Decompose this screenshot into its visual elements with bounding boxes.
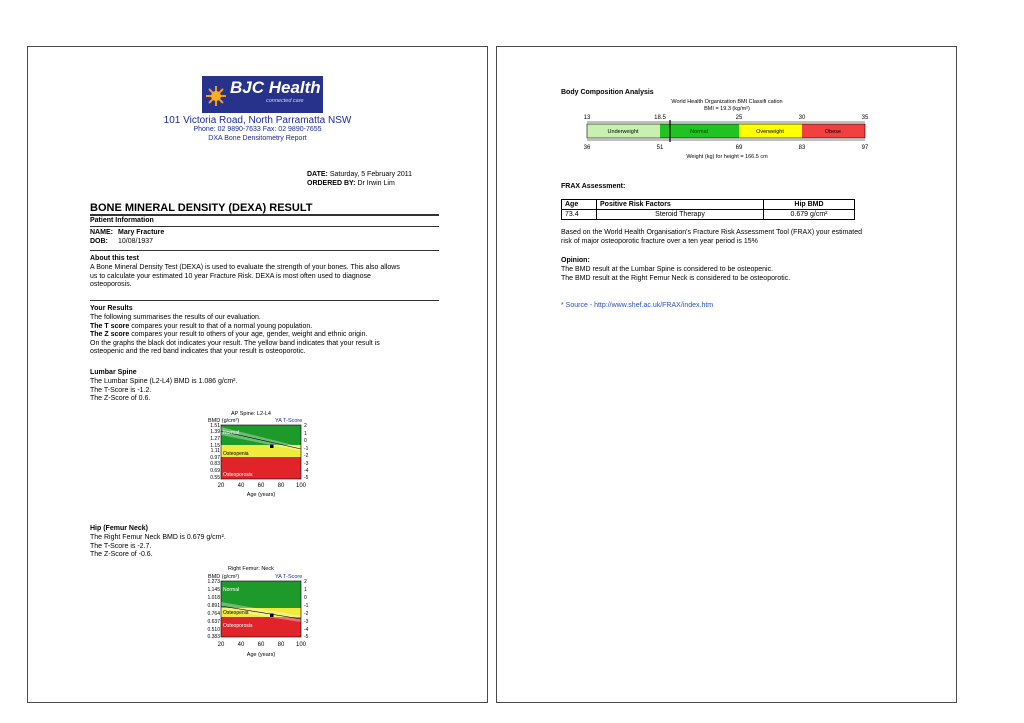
svg-text:0.383: 0.383: [207, 634, 220, 640]
clinic-phone: Phone: 02 9890-7633 Fax: 02 9890-7655: [193, 126, 322, 133]
svg-text:Normal: Normal: [223, 430, 240, 436]
spine-xlabel: Age (years): [246, 492, 276, 498]
svg-text:-5: -5: [304, 475, 309, 481]
svg-text:80: 80: [277, 642, 285, 648]
svg-text:-2: -2: [304, 611, 309, 617]
hip-normal-band: [221, 581, 301, 608]
svg-text:0.891: 0.891: [207, 603, 220, 609]
svg-text:1: 1: [304, 587, 307, 593]
spine-right-label: YA T-Score: [275, 418, 303, 424]
ordered-by: ORDERED BY: Dr Irwin Lim: [307, 180, 395, 187]
svg-text:2: 2: [304, 423, 307, 429]
hip-left-label: BMD (g/cm²): [208, 574, 240, 580]
svg-text:1.15: 1.15: [210, 443, 220, 449]
opinion-text: The BMD result at the Lumbar Spine is considered to be osteopenic. The BMD result at the Right Femur Neck is considered to be osteoporotic.: [561, 266, 791, 282]
spine-bmd-ticks: [210, 423, 220, 481]
svg-text:0.764: 0.764: [207, 611, 220, 617]
opinion-heading: Opinion:: [561, 257, 590, 264]
report-name: DXA Bone Densitometry Report: [208, 135, 307, 142]
svg-text:83: 83: [798, 145, 806, 151]
svg-text:Normal: Normal: [223, 587, 240, 593]
svg-text:20: 20: [217, 483, 225, 489]
svg-text:-4: -4: [304, 468, 309, 474]
svg-text:1.145: 1.145: [207, 587, 220, 593]
clinic-address: 101 Victoria Road, North Parramatta NSW: [163, 115, 352, 126]
logo-tagline: connected care: [266, 98, 304, 104]
frax-table: [561, 199, 855, 220]
body-comp-heading: Body Composition Analysis: [561, 89, 654, 96]
svg-text:20: 20: [217, 642, 225, 648]
svg-text:0: 0: [304, 438, 307, 444]
results-text: The following summarises the results of our evaluation. The T score compares your result to that of a normal young population. The Z score compares your result to others of your age, gender, weight and ethnic origin. On the graphs the black dot indicates your result. The yellow band indicates that your result is osteopenic and the red band indicates that your result is osteoporotic.: [90, 314, 380, 356]
svg-text:-1: -1: [304, 446, 309, 452]
svg-text:Underweight: Underweight: [607, 129, 639, 135]
svg-text:60: 60: [257, 642, 265, 648]
spine-x-ticks: [218, 483, 307, 489]
svg-text:Normal: Normal: [690, 129, 708, 135]
svg-text:1.11: 1.11: [210, 448, 220, 454]
svg-text:-4: -4: [304, 627, 309, 633]
svg-text:0: 0: [304, 595, 307, 601]
svg-text:1.27: 1.27: [210, 436, 220, 442]
hip-heading: Hip (Femur Neck): [90, 525, 148, 532]
svg-text:0.69: 0.69: [210, 468, 220, 474]
svg-text:Osteopenia: Osteopenia: [223, 610, 249, 616]
svg-text:Obese: Obese: [824, 129, 842, 135]
svg-text:0.637: 0.637: [207, 619, 220, 625]
svg-text:-5: -5: [304, 634, 309, 640]
svg-text:-2: -2: [304, 453, 309, 459]
hip-result-marker: [270, 614, 274, 618]
hip-right-label: YA T-Score: [275, 574, 303, 580]
report-page-1: [27, 46, 488, 703]
svg-text:97: 97: [861, 145, 869, 151]
svg-text:0.55: 0.55: [210, 475, 220, 481]
frax-result-text: Based on the World Health Organisation's Fracture Risk Assessment Tool (FRAX) your estimated risk of major osteoporotic fracture over a ten year period is 15%: [561, 229, 863, 245]
svg-text:36: 36: [583, 145, 591, 151]
bmi-top-ticks: [584, 115, 869, 121]
table-row: Age Positive Risk Factors Hip BMD: [562, 200, 855, 210]
svg-text:35: 35: [861, 115, 869, 121]
hip-t-ticks: [304, 579, 309, 640]
bmi-value: BMI = 19.3 (kg/m²): [704, 106, 750, 112]
svg-text:Osteoporosis: Osteoporosis: [223, 623, 253, 629]
svg-text:13: 13: [583, 115, 591, 121]
bmi-weight-label: Weight (kg) for height = 166.5 cm: [686, 154, 768, 160]
svg-text:40: 40: [237, 642, 245, 648]
hip-bmd-chart: [198, 564, 318, 669]
results-heading: Your Results: [90, 305, 133, 312]
svg-text:0.83: 0.83: [210, 461, 220, 467]
svg-text:69: 69: [735, 145, 743, 151]
table-row: 73.4 Steroid Therapy 0.679 g/cm²: [562, 210, 855, 220]
svg-text:1: 1: [304, 431, 307, 437]
patient-dob: DOB: 10/08/1937: [90, 238, 154, 245]
patient-info-heading: Patient Information: [90, 217, 154, 224]
lumbar-results: The Lumbar Spine (L2-L4) BMD is 1.086 g/cm². The T-Score is -1.2. The Z-Score of 0.6.: [90, 378, 238, 403]
hip-xlabel: Age (years): [246, 652, 276, 658]
about-heading: About this test: [90, 255, 139, 262]
svg-text:60: 60: [257, 483, 265, 489]
hip-bmd-ticks: [207, 579, 220, 640]
hip-x-ticks: [218, 642, 307, 648]
logo-name: BJC Health: [230, 78, 321, 97]
svg-text:1.018: 1.018: [207, 595, 220, 601]
svg-text:25: 25: [735, 115, 743, 121]
about-text: A Bone Mineral Density Test (DEXA) is used to evaluate the strength of your bones. This also allows us to calculate your estimated 10 year Fracture Risk. DEXA is most often used to diagnose osteoporosis.: [90, 264, 400, 289]
svg-text:0.510: 0.510: [207, 627, 220, 633]
svg-text:40: 40: [237, 483, 245, 489]
svg-text:Osteoporosis: Osteoporosis: [223, 472, 253, 478]
spine-result-marker: [270, 445, 274, 449]
svg-text:-3: -3: [304, 461, 309, 467]
hip-chart-title: Right Femur: Neck: [228, 566, 274, 572]
svg-text:100: 100: [295, 483, 307, 489]
svg-text:0.97: 0.97: [210, 455, 220, 461]
bmi-bottom-ticks: [584, 145, 869, 151]
spine-left-label: BMD (g/cm²): [208, 418, 240, 424]
frax-heading: FRAX Assessment:: [561, 183, 626, 190]
svg-text:2: 2: [304, 579, 307, 585]
svg-text:30: 30: [798, 115, 806, 121]
bmi-title: World Health Organization BMI Classifi cation: [671, 99, 783, 105]
sun-icon: [205, 85, 227, 107]
svg-text:1.39: 1.39: [210, 429, 220, 435]
spine-chart-title: AP Spine: L2-L4: [231, 411, 271, 417]
spine-t-ticks: [304, 423, 309, 481]
svg-text:1.51: 1.51: [210, 423, 220, 429]
frax-source-link[interactable]: * Source - http://www.shef.ac.uk/FRAX/index.htm: [561, 302, 714, 309]
svg-text:-3: -3: [304, 619, 309, 625]
spine-bmd-chart: [198, 409, 318, 512]
patient-name: NAME: Mary Fracture: [90, 229, 165, 236]
report-date: DATE: Saturday, 5 February 2011: [307, 171, 413, 178]
svg-text:Osteopenia: Osteopenia: [223, 451, 249, 457]
svg-text:18.5: 18.5: [654, 115, 666, 121]
svg-text:Overweight: Overweight: [756, 129, 784, 135]
report-page-2: [496, 46, 957, 703]
svg-text:100: 100: [295, 642, 307, 648]
svg-text:80: 80: [277, 483, 285, 489]
svg-text:1.273: 1.273: [207, 579, 220, 585]
bmi-classification-chart: [577, 97, 877, 168]
bjc-health-logo: [202, 76, 323, 113]
hip-results: The Right Femur Neck BMD is 0.679 g/cm². The T-Score is -2.7. The Z-Score of -0.6.: [90, 534, 226, 559]
page-title: BONE MINERAL DENSITY (DEXA) RESULT: [90, 202, 313, 214]
svg-text:-1: -1: [304, 603, 309, 609]
lumbar-heading: Lumbar Spine: [90, 369, 137, 376]
svg-text:51: 51: [656, 145, 664, 151]
